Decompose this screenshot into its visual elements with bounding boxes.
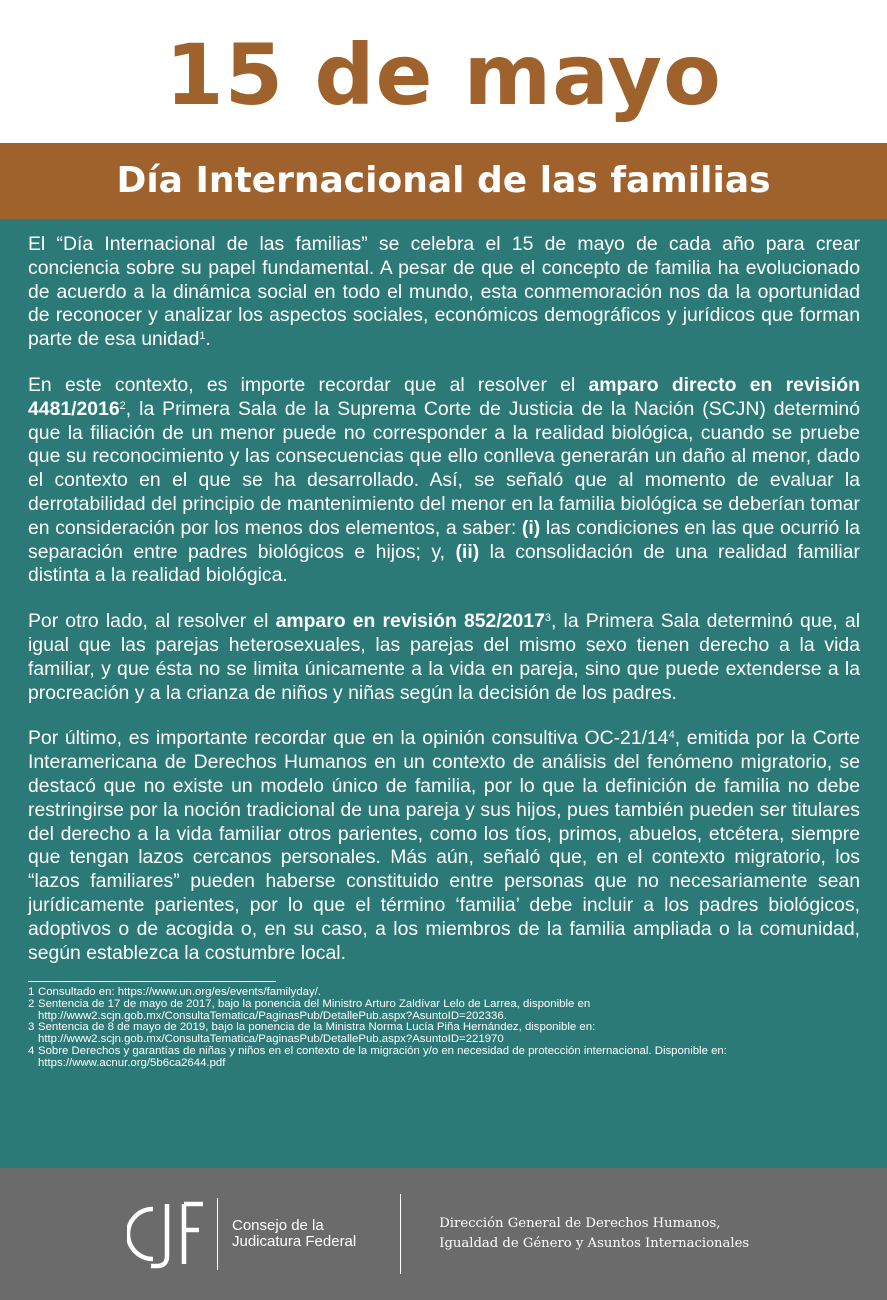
logo-divider — [217, 1198, 218, 1270]
paragraph-4-text-a: Por último, es importante recordar que en la opinión consultiva OC-21/14 — [28, 727, 669, 750]
footnote-ref-2: 2 — [119, 399, 126, 412]
footnote-ref-1: 1 — [199, 330, 206, 343]
footnotes — [28, 987, 860, 1069]
footnote-divider — [28, 981, 276, 982]
paragraph-3-text-a: Por otro lado, al resolver el — [28, 610, 276, 633]
paragraph-2-text-a: En este contexto, es importe recordar que al resolver el — [28, 373, 589, 396]
footnote-number: 2 — [28, 998, 35, 1011]
paragraph-1 — [28, 233, 860, 352]
paragraph-1-text: El “Día Internacional de las familias” se celebra el 15 de mayo de cada año para crear conciencia sobre su papel fundamental. A pesar de que el concepto de familia ha evolucionado de acuerdo a la dinámica social en todo el mundo, esta conmemoración nos da la oportunidad de reconocer y analizar los aspectos sociales, económicos demográficos y jurídicos que forman parte de esa unidad — [28, 233, 860, 351]
footnote-item — [28, 999, 860, 1022]
paragraph-2 — [28, 374, 860, 588]
organization-name-line-1: Consejo de la — [232, 1217, 324, 1234]
band-title: Día Internacional de las familias — [116, 160, 771, 201]
date-header — [0, 0, 887, 143]
footnote-number: 4 — [28, 1044, 35, 1057]
case-reference-852-2017: amparo en revisión 852/2017 — [275, 610, 545, 633]
footer-divider — [400, 1194, 401, 1274]
paragraph-4 — [28, 727, 860, 965]
directorate-name-line-1: Dirección General de Derechos Humanos, — [439, 1216, 721, 1231]
cjf-logo-icon — [127, 1198, 205, 1270]
footnote-number: 3 — [28, 1021, 35, 1034]
paragraph-2-text-c: las condiciones en las que ocurrió la separación entre padres biológicos e hijos; y, — [28, 516, 860, 563]
item-marker-ii: (ii) — [455, 540, 480, 563]
paragraph-3-text-b: , la Primera Sala determinó que, al igual que las parejas heterosexuales, las parejas del mismo sexo tienen derecho a la vida familiar, y que ésta no se limita únicamente a la vida en pareja, sino que puede extenderse a la procreación y a la crianza de niños y niñas según la decisión de los padres. — [28, 610, 860, 704]
footnote-ref-4: 4 — [668, 729, 675, 742]
footnote-text: Sentencia de 8 de mayo de 2019, bajo la ponencia de la Ministra Norma Lucía Piña Hernández, disponible en: http://www2.scjn.gob.mx/ConsultaTematica/PaginasPub/DetallePub.aspx?AsuntoID=221970 — [38, 1021, 596, 1046]
directorate-name-line-2: Igualdad de Género y Asuntos Internacionales — [439, 1236, 750, 1251]
footnote-text: Consultado en: https://www.un.org/es/events/familyday/. — [38, 986, 322, 999]
paragraph-1-end: . — [205, 328, 211, 351]
cjf-logo — [127, 1198, 356, 1270]
footer — [0, 1168, 887, 1300]
footnote-text: Sobre Derechos y garantías de niñas y niños en el contexto de la migración y/o en necesidad de protección internacional. Disponible en: https://www.acnur.org/5b6ca2644.pdf — [38, 1044, 727, 1069]
paragraph-3 — [28, 610, 860, 705]
footnote-ref-3: 3 — [544, 612, 551, 625]
organization-name-line-2: Judicatura Federal — [232, 1233, 357, 1250]
footnote-number: 1 — [28, 986, 35, 999]
directorate-name — [439, 1214, 749, 1254]
case-reference-4481-2016: amparo directo en revisión 4481/2016 — [28, 373, 860, 420]
footnote-item — [28, 1022, 860, 1045]
date-title: 15 de mayo — [165, 25, 722, 124]
organization-name — [232, 1218, 356, 1250]
title-band — [0, 143, 887, 219]
item-marker-i: (i) — [521, 516, 541, 539]
paragraph-4-text-b: , emitida por la Corte Interamericana de Derechos Humanos en un contexto de análisis del fenómeno migratorio, se destacó que no existe un modelo único de familia, por lo que la definición de familia no debe restringirse por la noción tradicional de una pareja y sus hijos, pues también pueden ser titulares del derecho a la vida familiar otros parientes, como los tíos, primos, abuelos, etcétera, siempre que tengan lazos cercanos personales. Más aún, señaló que, en el contexto migratorio, los “lazos familiares” pueden haberse constituido entre personas que no necesariamente sean jurídicamente parientes, por lo que el término ‘familia’ debe incluir a los padres biológicos, adoptivos o de acogida o, en su caso, a los miembros de la familia ampliada o la comunidad, según establezca la costumbre local. — [28, 727, 860, 964]
paragraph-2-text-b: , la Primera Sala de la Suprema Corte de Justicia de la Nación (SCJN) determinó que la filiación de un menor puede no corresponder a la realidad biológica, cuando se pruebe que su reconocimiento y las consecuencias que ello conlleva generarán un daño al menor, dado el contexto en el que se ha desarrollado. Así, se señaló que al momento de evaluar la derrotabilidad del principio de mantenimiento del menor en la familia biológica se deberían tomar en consideración por los menos dos elementos, a saber: — [28, 397, 860, 539]
footnote-item — [28, 1046, 860, 1069]
paragraph-2-text-d: la consolidación de una realidad familiar distinta a la realidad biológica. — [28, 540, 860, 587]
content-body — [0, 219, 887, 1168]
footnote-text: Sentencia de 17 de mayo de 2017, bajo la ponencia del Ministro Arturo Zaldívar Lelo de Larrea, disponible en http://www2.scjn.gob.mx/ConsultaTematica/PaginasPub/DetallePub.aspx?AsuntoID=202336. — [38, 998, 591, 1022]
